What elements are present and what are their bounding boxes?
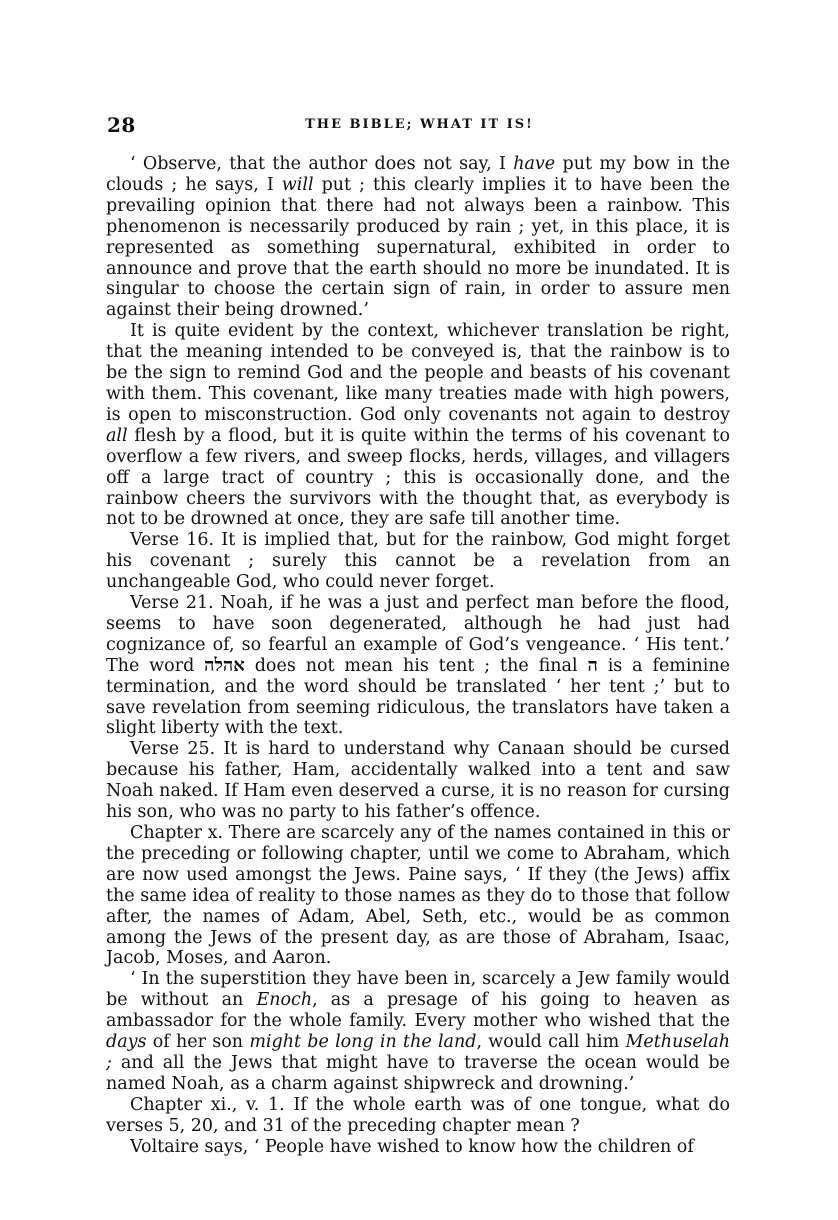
paragraph xyxy=(106,321,730,530)
text-segment: flesh by a flood, but it is quite within the terms of his covenant to overflow a few rivers, and sweep flocks, herds, villages, and villagers off a large tract of country ; this is occasionally done, and the rainbow cheers the survivors with the thought that, as everybody is not to be drowned at once, they are safe till another time. xyxy=(106,425,730,530)
page-number: 28 xyxy=(107,113,136,137)
text-segment: Chapter xi., v. 1. If the whole earth was of one tongue, what do verses 5, 20, and 31 of the preceding chapter mean ? xyxy=(106,1094,730,1136)
text-segment: is a feminine termination, and the word should be translated ‘ her tent ;’ but to save revelation from seeming ridiculous, the translators have taken a slight liberty with the text. xyxy=(106,655,730,739)
paragraph xyxy=(106,154,730,321)
text-segment: of her son xyxy=(146,1032,250,1053)
italic-text: might be long in the land xyxy=(249,1032,477,1053)
text-segment: Chapter x. There are scarcely any of the names contained in this or the preceding or following chapter, until we come to Abraham, which are now used amongst the Jews. Paine says, ‘ If they (the Jews) affix the same idea of reality to those names as they do to those that follow after, the names of Adam, Abel, Seth, etc., would be as common among the Jews of the present day, as are those of Abraham, Isaac, Jacob, Moses, and Aaron. xyxy=(106,823,730,969)
text-segment: ‘ Observe, that the author does not say, I xyxy=(130,154,514,174)
paragraph xyxy=(106,823,730,969)
italic-text: all xyxy=(106,425,128,446)
paragraph xyxy=(106,739,730,823)
text-segment: does not mean his tent ; the final xyxy=(244,655,588,676)
running-head: THE BIBLE; WHAT IT IS! xyxy=(305,117,534,132)
paragraph xyxy=(106,1095,730,1137)
italic-text: Methuselah ; xyxy=(106,1032,730,1073)
text-segment: , would call him xyxy=(476,1032,626,1053)
text-segment: put my bow in the clouds ; he says, I xyxy=(106,154,731,195)
text-segment: Verse 21. Noah, if he was a just and perfect man before the flood, seems to have soon degenerated, although he had just had cognizance of, so fearful an example of God’s vengeance. ‘ His tent.’ The word xyxy=(106,593,730,676)
text-segment: , as a presage of his going to heaven as ambassador for the whole family. Every mother who wished that the xyxy=(106,990,730,1032)
hebrew-word: אהלה xyxy=(204,654,245,676)
text-segment: put ; this clearly implies it to have been the prevailing opinion that there had not always been a rainbow. This phenomenon is necessarily produced by rain ; yet, in this place, it is represented as something supernatural, exhibited in order to announce and prove that the earth should no more be inundated. It is singular to choose the certain sign of rain, in order to assure men against their being drowned.’ xyxy=(106,174,730,321)
body-text xyxy=(106,154,730,1158)
text-segment: and all the Jews that might have to traverse the ocean would be named Noah, as a charm against shipwreck and drowning.’ xyxy=(106,1052,730,1094)
text-segment: Voltaire says, ‘ People have wished to know how the children of xyxy=(130,1136,694,1157)
page-header xyxy=(107,113,732,139)
paragraph xyxy=(106,969,730,1094)
italic-text: Enoch xyxy=(256,990,313,1011)
italic-text: days xyxy=(106,1032,147,1053)
italic-text: will xyxy=(281,174,314,195)
text-segment: Verse 16. It is implied that, but for the rainbow, God might forget his covenant ; surely this cannot be a revelation from an unchangeable God, who could never forget. xyxy=(106,530,730,593)
hebrew-letter: ה xyxy=(587,654,598,676)
paragraph xyxy=(106,530,730,593)
text-segment: It is quite evident by the context, whichever translation be right, that the meaning intended to be conveyed is, that the rainbow is to be the sign to remind God and the people and beasts of his covenant with them. This covenant, like many treaties made with high powers, is open to misconstruction. God only covenants not again to destroy xyxy=(106,321,730,425)
text-segment: Verse 25. It is hard to understand why Canaan should be cursed because his father, Ham, accidentally walked into a tent and saw Noah naked. If Ham even deserved a curse, it is no reason for cursing his son, who was no party to his father’s offence. xyxy=(106,739,730,823)
paragraph xyxy=(106,1137,730,1158)
paragraph xyxy=(106,593,730,739)
italic-text: have xyxy=(513,154,556,174)
text-segment: ‘ In the superstition they have been in, scarcely a Jew family would be without an xyxy=(106,969,730,1011)
